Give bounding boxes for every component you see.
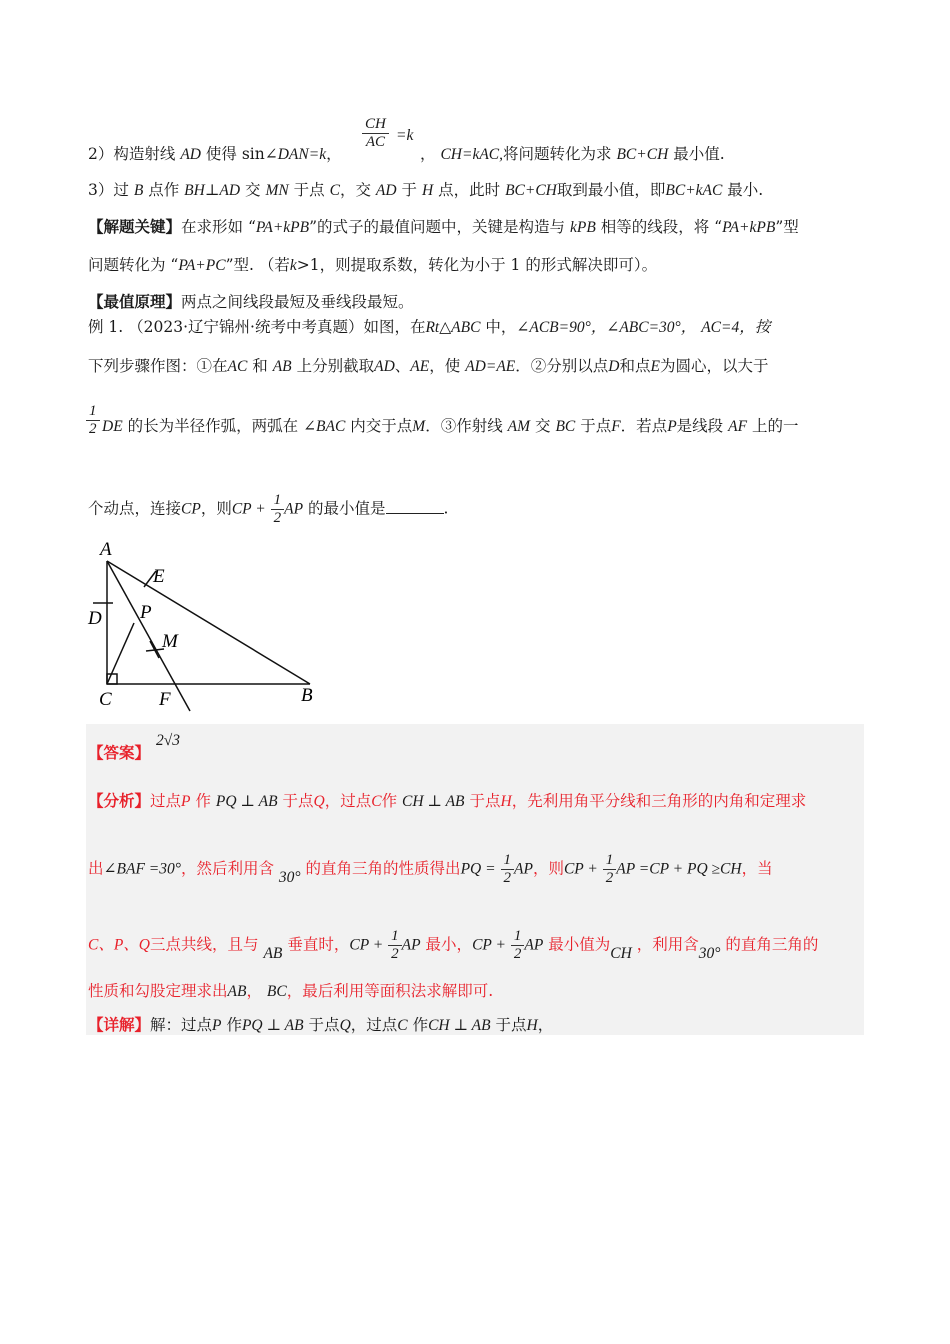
- text: 作: [412, 1016, 429, 1034]
- math: AP: [524, 936, 544, 954]
- text: ，然后利用含: [180, 859, 274, 878]
- label-m: M: [162, 631, 178, 652]
- math: AE: [496, 358, 516, 375]
- numerator: 1: [271, 492, 285, 510]
- math: D: [608, 358, 620, 375]
- math: =: [485, 358, 497, 375]
- answer-line: [88, 741, 150, 763]
- math: PQ ⊥ AB: [241, 1017, 304, 1034]
- math: Rt△ABC: [425, 319, 481, 336]
- text: 上的一: [751, 417, 799, 435]
- label-a: A: [100, 539, 112, 560]
- text: 点，此时: [438, 181, 501, 199]
- text: 三点共线，且与: [150, 935, 259, 954]
- math: Q: [339, 1017, 351, 1034]
- principle-line: [88, 290, 414, 312]
- example-line-2: [88, 354, 768, 376]
- math: H: [500, 793, 512, 810]
- math: M: [412, 418, 426, 435]
- denominator: 2: [605, 870, 614, 886]
- math: AC: [701, 319, 722, 336]
- text: 垂直时，: [287, 935, 350, 954]
- text: ，则: [532, 859, 564, 878]
- section-label: 【分析】: [88, 791, 151, 810]
- text: 两点之间线段最短及垂线段最短。: [181, 293, 414, 311]
- text: 的最小值是: [308, 499, 386, 518]
- math: C: [329, 182, 340, 199]
- math: E: [650, 358, 660, 375]
- label-p: P: [140, 602, 152, 623]
- text: 于点: [293, 181, 325, 199]
- text: 性质和勾股定理求出: [88, 982, 228, 1000]
- text: 3）过: [88, 181, 129, 199]
- text: ，利用含: [636, 935, 699, 954]
- text: 、: [394, 357, 411, 375]
- denominator: AC: [365, 134, 385, 150]
- text: 最小值.: [673, 145, 725, 163]
- math: =4，按: [721, 319, 771, 336]
- text: 上分别截取: [296, 357, 375, 375]
- text: 在求形如 “: [181, 218, 256, 236]
- math: ∠ACB: [516, 319, 559, 336]
- text: ，: [326, 145, 342, 163]
- text: 的长为半径作弧，两弧在: [127, 417, 299, 435]
- math: H: [421, 182, 434, 199]
- math: AP: [514, 860, 533, 878]
- math: ∠BAC: [303, 418, 346, 435]
- section-label: 【解题关键】: [88, 217, 182, 236]
- text: 作: [381, 792, 398, 810]
- label-e: E: [153, 566, 165, 587]
- numerator: 1: [388, 928, 402, 946]
- fraction-half: [388, 928, 402, 963]
- eq-k: [396, 126, 413, 145]
- step-2-line: [88, 142, 342, 164]
- text: 相等的线段，将 “: [600, 218, 723, 236]
- text: 将问题转化为求: [503, 145, 612, 163]
- math: H: [526, 1017, 538, 1034]
- text: 点作: [148, 181, 180, 199]
- math: DAN=k: [277, 146, 327, 163]
- fraction-half: [603, 852, 617, 887]
- numerator: 1: [501, 852, 515, 870]
- math: DE: [102, 418, 123, 435]
- math: AD: [375, 182, 397, 199]
- step-3-line: [88, 178, 763, 200]
- denominator: 2: [391, 946, 399, 962]
- step-2-tail: [420, 142, 725, 164]
- math: AD: [465, 358, 486, 375]
- math: =30°，: [648, 319, 697, 336]
- math: AD: [180, 146, 201, 163]
- numerator: 1: [603, 852, 617, 870]
- analysis-line-1: [88, 789, 806, 811]
- math: =k: [396, 127, 414, 144]
- label-b: B: [301, 685, 313, 706]
- math: ∠ABC: [606, 319, 649, 336]
- math: AC: [227, 358, 248, 375]
- text: 为圆心，以大于: [659, 357, 769, 375]
- text: ，: [537, 1016, 554, 1034]
- text: ，: [246, 982, 262, 1000]
- text: 过点: [150, 792, 182, 810]
- math: CP +: [563, 860, 598, 878]
- text: ”型. （若: [225, 256, 290, 274]
- text: ”型: [775, 218, 799, 236]
- denominator: 2: [273, 510, 282, 526]
- key-point-line-2: [88, 253, 657, 275]
- text: 最小值为: [548, 935, 611, 954]
- math: CH ⊥ AB: [402, 793, 465, 810]
- text: 于点: [495, 1016, 527, 1034]
- text: 作: [226, 1016, 242, 1034]
- denominator: 2: [513, 946, 522, 962]
- math: B: [133, 182, 144, 199]
- text: 和: [252, 357, 268, 375]
- math: 2√3: [156, 732, 181, 749]
- text: ，交: [339, 181, 371, 199]
- triangle-figure: [80, 535, 330, 715]
- text: ，: [420, 145, 436, 163]
- fraction-half: [511, 928, 525, 963]
- math: ∠BAF =30°: [103, 860, 181, 878]
- math: P: [181, 793, 191, 810]
- numerator: 1: [86, 403, 100, 421]
- example-line-4: [88, 492, 448, 527]
- fraction-half: [86, 403, 100, 438]
- text: ．若点: [620, 417, 668, 435]
- math: C: [371, 793, 382, 810]
- math: PA+kPB: [722, 219, 776, 236]
- section-label: 【答案】: [88, 743, 151, 762]
- example-line-3: [102, 414, 799, 436]
- example-line-1: [88, 315, 770, 337]
- text: 的直角三角的: [725, 935, 819, 954]
- text: 个动点，连接: [88, 499, 182, 518]
- analysis-line-4: [88, 979, 493, 1001]
- analysis-line-3: [88, 928, 818, 963]
- math: PQ =: [460, 860, 496, 878]
- text: 于: [401, 181, 418, 199]
- math: CP +: [349, 936, 384, 954]
- text: 问题转化为 “: [88, 256, 179, 274]
- math: AM: [507, 418, 531, 435]
- math: AB: [272, 358, 292, 375]
- section-label: 【最值原理】: [88, 292, 182, 311]
- math: CH=kAC,: [440, 146, 504, 163]
- math: BC+CH: [616, 146, 669, 163]
- text: 的直角三角的性质得出: [305, 859, 461, 878]
- math: AE: [410, 358, 430, 375]
- text: .: [443, 499, 449, 518]
- text: >1，则提取系数，转化为小于 1 的形式解决即可）。: [296, 256, 658, 274]
- fraction-ch-ac: [362, 116, 389, 151]
- math: AD: [219, 182, 241, 199]
- numerator: 1: [511, 928, 525, 946]
- math: 30°: [278, 868, 301, 886]
- math: =90°，: [558, 319, 607, 336]
- math: AB: [227, 983, 247, 1000]
- math: AP: [284, 500, 304, 518]
- fraction-half: [271, 492, 285, 527]
- text: 于点: [308, 1016, 340, 1034]
- text: ．②分别以点: [515, 357, 609, 375]
- numerator: CH: [362, 116, 389, 134]
- text: 解：过点: [150, 1016, 213, 1034]
- math: CP +: [472, 936, 506, 954]
- math: BC+CH: [505, 182, 557, 199]
- math: BH: [184, 182, 205, 199]
- text: 2）构造射线: [88, 145, 176, 163]
- key-point-line-1: [88, 215, 799, 237]
- text: ，当: [741, 859, 773, 878]
- text: 于点: [469, 792, 501, 810]
- analysis-line-2: [88, 852, 773, 887]
- text: 取到最小值，即: [556, 181, 666, 199]
- fraction-half: [501, 852, 515, 887]
- section-label: 【详解】: [88, 1015, 151, 1034]
- label-d: D: [88, 608, 102, 629]
- segment-cp: [107, 623, 134, 684]
- math: C: [397, 1017, 408, 1034]
- denominator: 2: [89, 421, 97, 437]
- math: k: [289, 257, 297, 274]
- text: ，先利用角平分线和三角形的内角和定理求: [511, 792, 807, 810]
- text: ．③作射线: [425, 417, 503, 435]
- math: CH ⊥ AB: [428, 1017, 491, 1034]
- text: 使得 sin∠: [205, 145, 278, 163]
- math: AP: [401, 936, 421, 954]
- detail-line: [88, 1013, 553, 1035]
- math: PA+PC: [178, 257, 226, 274]
- text: 出: [88, 859, 104, 878]
- text: ，过点: [324, 792, 372, 810]
- answer-value: [156, 731, 180, 750]
- segment-ab: [107, 561, 310, 684]
- denominator: 2: [503, 870, 511, 886]
- text: 最小.: [727, 181, 764, 199]
- text: 于点: [580, 417, 612, 435]
- math: C、P、Q: [88, 936, 151, 954]
- math: PQ ⊥ AB: [215, 793, 278, 810]
- text: ”的式子的最值问题中，关键是构造与: [309, 218, 566, 236]
- math: AD: [374, 358, 395, 375]
- text: ，则: [200, 499, 232, 518]
- label-f: F: [159, 689, 171, 710]
- math: AB: [263, 944, 283, 962]
- math: BC: [266, 983, 287, 1000]
- text: 例 1. （2023·辽宁锦州·统考中考真题）如图，在: [88, 318, 426, 336]
- math: AP =CP + PQ ≥CH: [616, 860, 742, 878]
- text: 交: [245, 181, 261, 199]
- text: 作: [195, 792, 211, 810]
- math: Q: [313, 793, 325, 810]
- math: PA+kPB: [255, 219, 310, 236]
- math: CP +: [231, 500, 266, 518]
- text: 中，: [485, 318, 517, 336]
- math: BC: [555, 418, 576, 435]
- label-c: C: [99, 689, 112, 710]
- text: ，过点: [350, 1016, 398, 1034]
- answer-blank: [386, 499, 444, 514]
- math: P: [667, 418, 677, 435]
- math: F: [611, 418, 621, 435]
- math: 30°: [698, 944, 721, 962]
- math: BC+kAC: [665, 182, 723, 199]
- text: 最小，: [425, 935, 473, 954]
- text: 交: [534, 417, 551, 435]
- text: 是线段: [676, 417, 724, 435]
- text: 内交于点: [350, 417, 413, 435]
- text: ，最后利用等面积法求解即可.: [286, 982, 494, 1000]
- math: kPB: [569, 219, 596, 236]
- math: P: [212, 1017, 222, 1034]
- math: AF: [728, 418, 748, 435]
- math: MN: [265, 182, 289, 199]
- text: 和点: [619, 357, 651, 375]
- math: CP: [181, 500, 201, 518]
- text: 于点: [282, 792, 314, 810]
- math: CH: [610, 944, 632, 962]
- text: 下列步骤作图：①在: [88, 357, 228, 375]
- text: ，使: [429, 357, 461, 375]
- text: ⊥: [204, 181, 220, 199]
